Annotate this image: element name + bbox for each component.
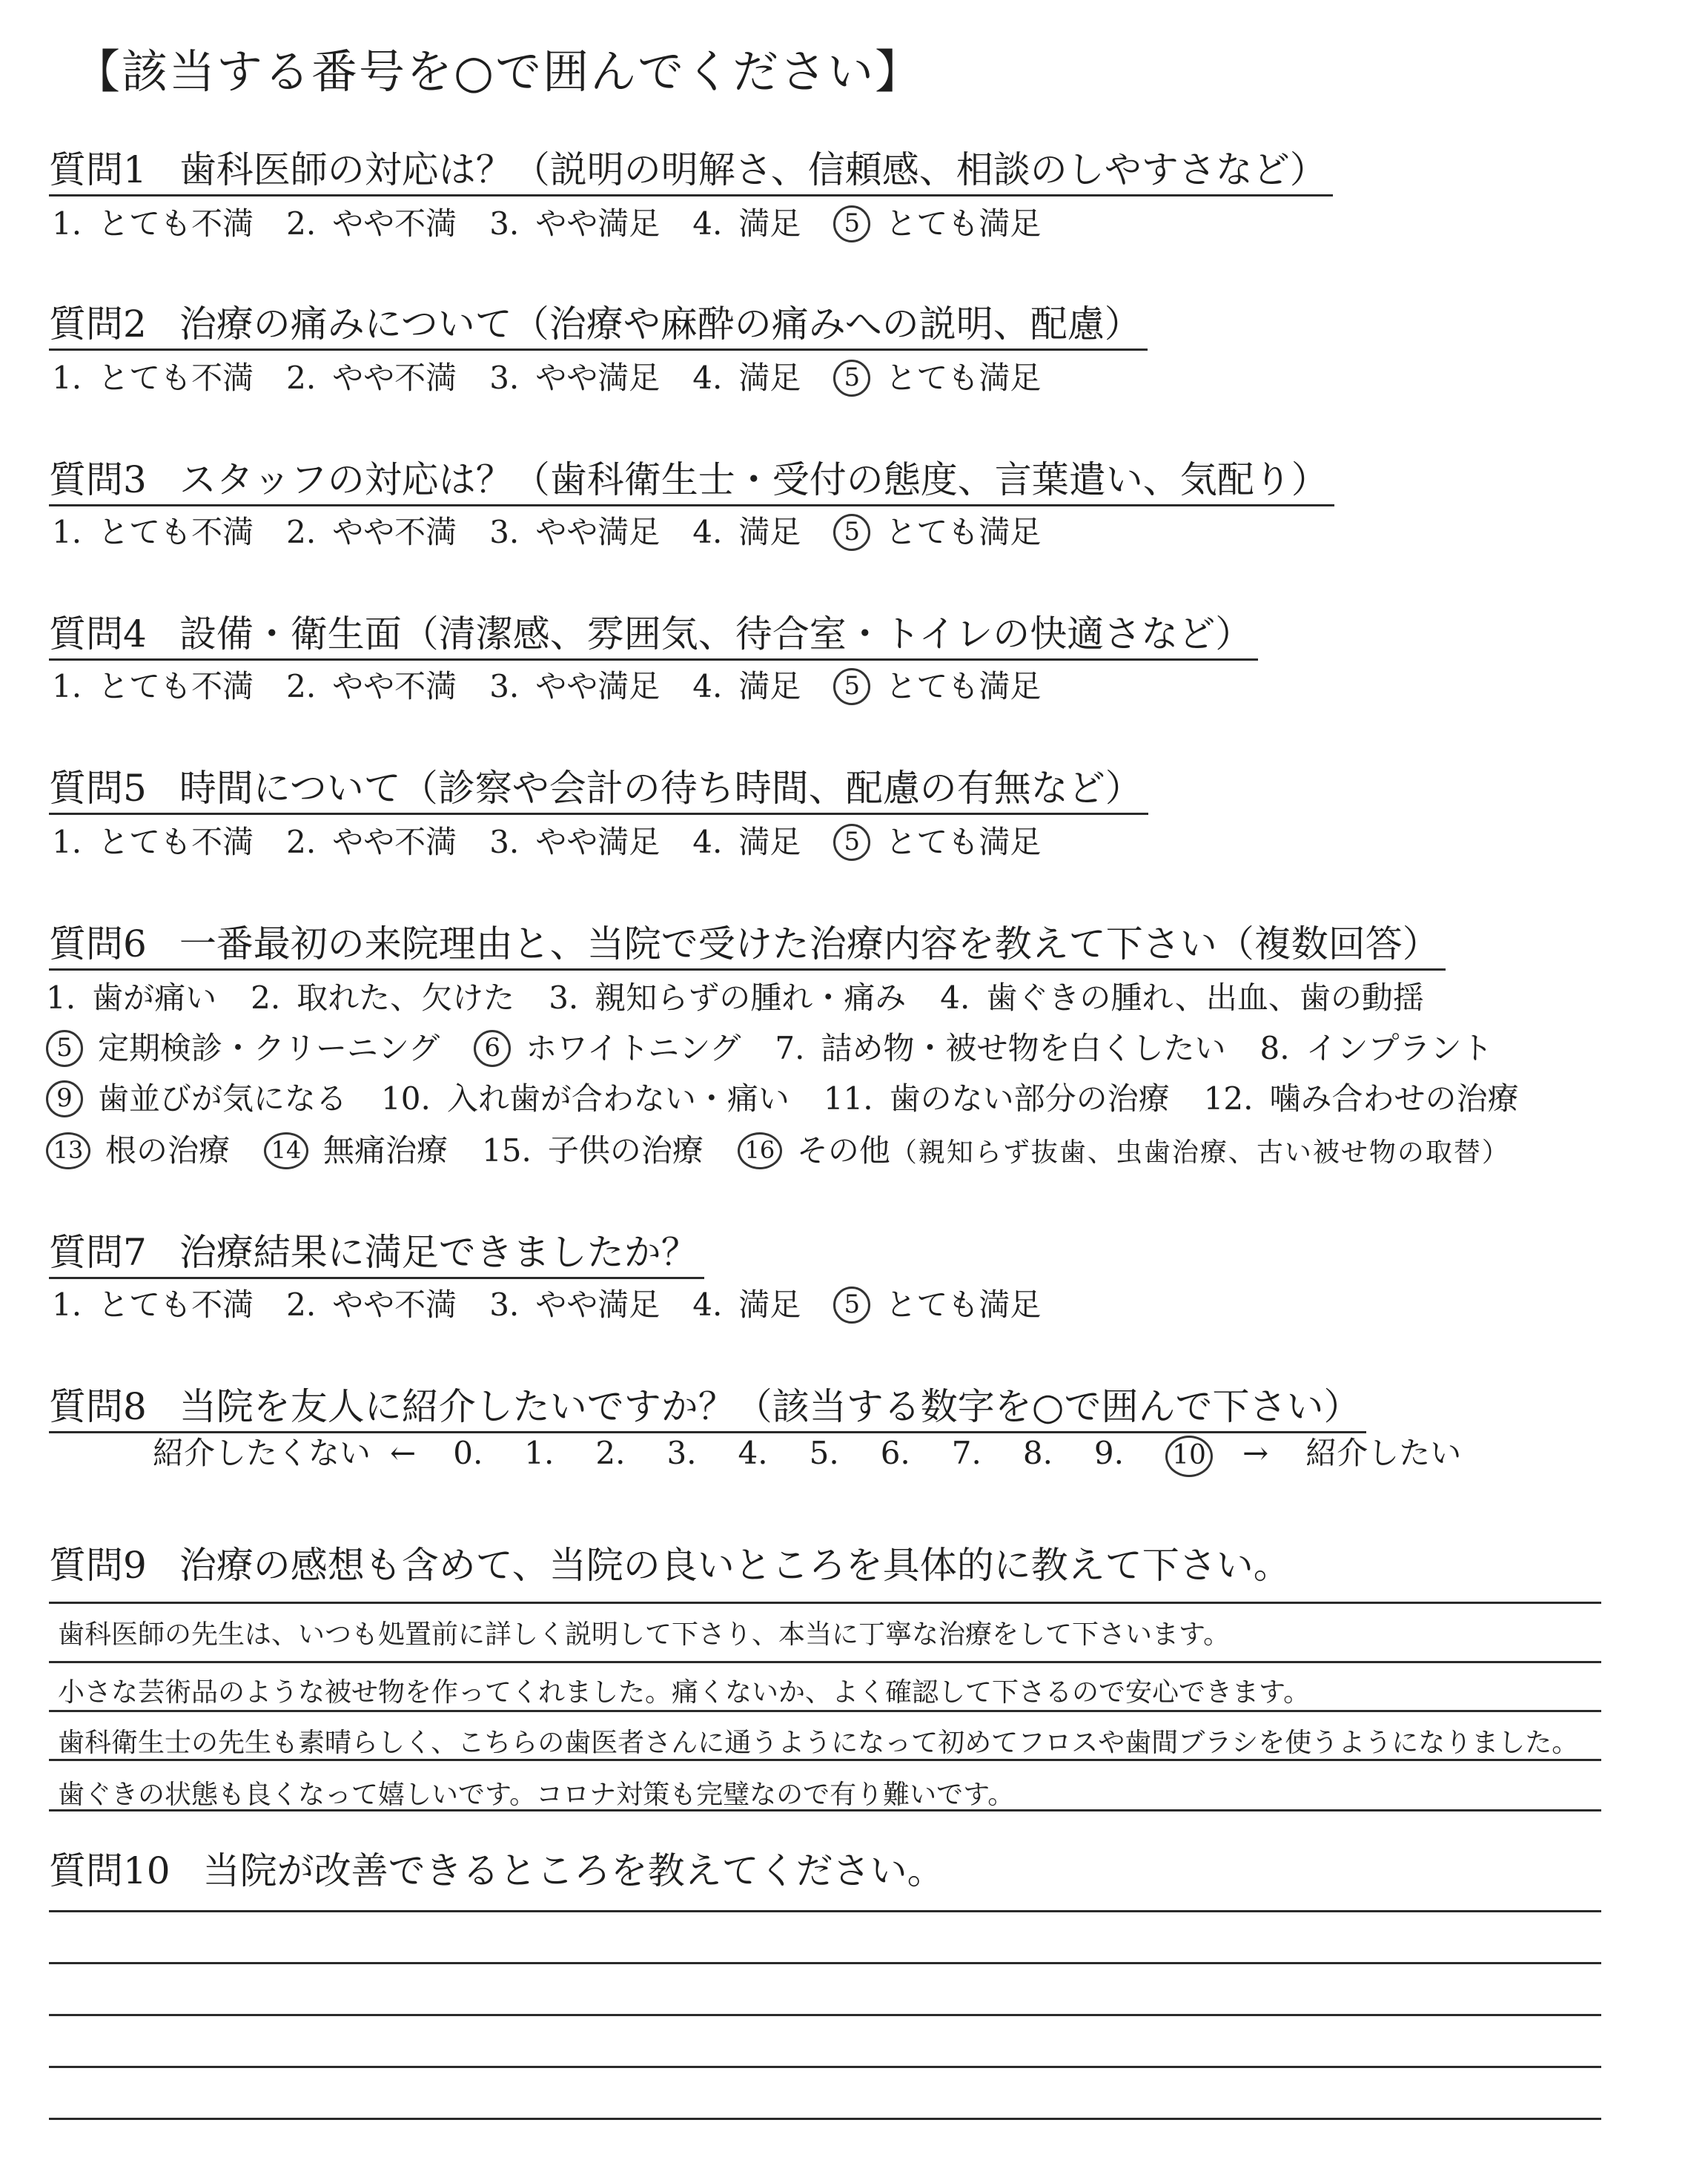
scale-option-2[interactable]: 2. やや不満 <box>286 360 457 396</box>
q6-option-4[interactable]: 4. 歯ぐきの腫れ、出血、歯の動揺 <box>940 980 1424 1016</box>
question-text: 設備・衛生面（清潔感、雰囲気、待合室・トイレの快適さなど） <box>179 612 1253 655</box>
scale-option-5-circled[interactable]: 5 とても満足 <box>833 820 1041 865</box>
question-number: 質問3 <box>49 458 147 501</box>
answer-line[interactable] <box>49 2118 1601 2120</box>
question-6-row-2 <box>46 1026 1527 1071</box>
question-text: スタッフの対応は？（歯科衛生士・受付の態度、言葉遣い、気配り） <box>179 458 1328 501</box>
scale-digit-10-circled[interactable]: 10 <box>1165 1436 1213 1477</box>
scale-option-2[interactable]: 2. やや不満 <box>286 668 457 704</box>
q6-option-1[interactable]: 1. 歯が痛い <box>46 980 217 1016</box>
scale-option-3[interactable]: 3. やや満足 <box>489 668 661 704</box>
scale-option-2[interactable]: 2. やや不満 <box>286 1287 457 1323</box>
answer-line <box>49 1602 1601 1604</box>
question-number: 質問9 <box>49 1544 147 1587</box>
q9-answer-line-2[interactable]: 小さな芸術品のような被せ物を作ってくれました。痛くないか、よく確認して下さるので安心できます。 <box>58 1677 1311 1708</box>
scale-option-1[interactable]: 1. とても不満 <box>52 1287 254 1323</box>
left-arrow-icon: ← <box>390 1435 417 1471</box>
q6-other-handwritten-note[interactable]: （親知らず抜歯、虫歯治療、古い被せ物の取替） <box>890 1137 1510 1168</box>
form-instruction-header: 【該当する番号を○で囲んでください】 <box>74 44 923 99</box>
scale-option-1[interactable]: 1. とても不満 <box>52 360 254 396</box>
scale-digit-3[interactable]: 3. <box>666 1435 697 1471</box>
question-text: 時間について（診察や会計の待ち時間、配慮の有無など） <box>179 767 1142 810</box>
scale-option-3[interactable]: 3. やや満足 <box>489 1287 661 1323</box>
question-2-title <box>49 300 1148 351</box>
scale-digit-1[interactable]: 1. <box>524 1435 555 1471</box>
question-4-scale <box>52 664 1073 709</box>
scale-digit-8[interactable]: 8. <box>1022 1435 1053 1471</box>
scale-option-1[interactable]: 1. とても不満 <box>52 668 254 704</box>
scale-option-2[interactable]: 2. やや不満 <box>286 824 457 860</box>
scale-digit-5[interactable]: 5. <box>809 1435 839 1471</box>
question-7-title <box>49 1228 704 1279</box>
scale-option-2[interactable]: 2. やや不満 <box>286 205 457 242</box>
scale-option-4[interactable]: 4. 満足 <box>692 1287 801 1323</box>
scale-digit-6[interactable]: 6. <box>880 1435 910 1471</box>
question-3-title <box>49 455 1334 506</box>
question-6-row-1 <box>46 976 1458 1020</box>
question-text: 一番最初の来院理由と、当院で受けた治療内容を教えて下さい（複数回答） <box>179 922 1440 965</box>
question-1-title <box>49 145 1333 196</box>
question-text: 治療の感想も含めて、当院の良いところを具体的に教えて下さい。 <box>179 1544 1291 1587</box>
question-10-title <box>49 1846 950 1895</box>
question-5-scale <box>52 820 1073 865</box>
scale-option-3[interactable]: 3. やや満足 <box>489 824 661 860</box>
scale-option-5-circled[interactable]: 5 とても満足 <box>833 510 1041 555</box>
scale-option-1[interactable]: 1. とても不満 <box>52 205 254 242</box>
q6-option-8[interactable]: 8. インプラント <box>1260 1030 1493 1066</box>
question-number: 質問2 <box>49 303 147 346</box>
q6-option-10[interactable]: 10. 入れ歯が合わない・痛い <box>381 1080 790 1117</box>
question-6-title <box>49 919 1446 971</box>
question-3-scale <box>52 510 1073 555</box>
answer-line <box>49 1661 1601 1663</box>
question-text: 歯科医師の対応は？（説明の明解さ、信頼感、相談のしやすさなど） <box>179 148 1327 191</box>
not-recommend-label: 紹介したくない <box>153 1435 371 1471</box>
question-2-scale <box>52 356 1073 400</box>
scale-digit-7[interactable]: 7. <box>951 1435 982 1471</box>
q6-option-14-circled[interactable]: 14 無痛治療 <box>264 1129 448 1173</box>
right-arrow-icon: → <box>1242 1435 1269 1471</box>
scale-digit-0[interactable]: 0. <box>453 1435 483 1471</box>
q9-answer-line-1[interactable]: 歯科医師の先生は、いつも処置前に詳しく説明して下さり、本当に丁寧な治療をして下さいます。 <box>58 1619 1231 1650</box>
scale-option-4[interactable]: 4. 満足 <box>692 360 801 396</box>
question-number: 質問10 <box>49 1849 171 1892</box>
q6-option-3[interactable]: 3. 親知らずの腫れ・痛み <box>549 980 907 1016</box>
scale-digit-4[interactable]: 4. <box>738 1435 768 1471</box>
q6-option-11[interactable]: 11. 歯のない部分の治療 <box>823 1080 1170 1117</box>
answer-line <box>49 1710 1601 1712</box>
scale-option-5-circled[interactable]: 5 とても満足 <box>833 664 1041 709</box>
question-text: 治療の痛みについて（治療や麻酔の痛みへの説明、配慮） <box>179 303 1142 346</box>
scale-option-5-circled[interactable]: 5 とても満足 <box>833 356 1041 400</box>
q6-option-13-circled[interactable]: 13 根の治療 <box>46 1129 230 1173</box>
question-5-title <box>49 764 1148 815</box>
question-text: 当院を友人に紹介したいですか？（該当する数字を○で囲んで下さい） <box>179 1385 1361 1428</box>
question-number: 質問6 <box>49 922 147 965</box>
q9-answer-line-3[interactable]: 歯科衛生士の先生も素晴らしく、こちらの歯医者さんに通うようになって初めてフロスや歯間ブラシを使うようになりました。 <box>58 1728 1579 1758</box>
question-8-title <box>49 1382 1366 1433</box>
question-text: 当院が改善できるところを教えてください。 <box>202 1849 944 1892</box>
q6-option-5-circled[interactable]: 5 定期検診・クリーニング <box>46 1026 440 1071</box>
question-6-row-4 <box>46 1129 1544 1175</box>
scale-option-5-circled[interactable]: 5 とても満足 <box>833 1283 1041 1327</box>
question-4-title <box>49 610 1258 661</box>
question-number: 質問4 <box>49 612 147 655</box>
question-number: 質問5 <box>49 767 147 810</box>
question-9-title <box>49 1541 1297 1590</box>
scale-option-2[interactable]: 2. やや不満 <box>286 514 457 550</box>
question-number: 質問1 <box>49 148 147 191</box>
q6-option-12[interactable]: 12. 噛み合わせの治療 <box>1203 1080 1519 1117</box>
answer-line[interactable] <box>49 1962 1601 1964</box>
scale-option-1[interactable]: 1. とても不満 <box>52 824 254 860</box>
scale-option-3[interactable]: 3. やや満足 <box>489 514 661 550</box>
scale-digit-9[interactable]: 9. <box>1093 1435 1124 1471</box>
recommend-label: 紹介したい <box>1305 1435 1462 1471</box>
answer-line <box>49 1809 1601 1811</box>
q6-option-7[interactable]: 7. 詰め物・被せ物を白くしたい <box>775 1030 1226 1066</box>
scale-option-4[interactable]: 4. 満足 <box>692 668 801 704</box>
scale-option-4[interactable]: 4. 満足 <box>692 205 801 242</box>
scale-option-1[interactable]: 1. とても不満 <box>52 514 254 550</box>
scale-option-3[interactable]: 3. やや満足 <box>489 360 661 396</box>
answer-line[interactable] <box>49 1910 1601 1912</box>
question-1-scale <box>52 202 1073 246</box>
scale-digit-2[interactable]: 2. <box>595 1435 626 1471</box>
answer-line <box>49 1759 1601 1761</box>
scale-option-5-circled[interactable]: 5 とても満足 <box>833 202 1041 246</box>
q9-answer-line-4[interactable]: 歯ぐきの状態も良くなって嬉しいです。コロナ対策も完璧なので有り難いです。 <box>58 1780 1015 1810</box>
answer-line[interactable] <box>49 2066 1601 2068</box>
q6-option-6-circled[interactable]: 6 ホワイトニング <box>474 1026 741 1071</box>
q6-option-2[interactable]: 2. 取れた、欠けた <box>251 980 515 1016</box>
scale-option-3[interactable]: 3. やや満足 <box>489 205 661 242</box>
question-number: 質問8 <box>49 1385 147 1428</box>
scale-option-4[interactable]: 4. 満足 <box>692 514 801 550</box>
question-number: 質問7 <box>49 1231 147 1274</box>
q6-option-16-circled[interactable]: 16 その他（親知らず抜歯、虫歯治療、古い被せ物の取替） <box>738 1129 1510 1175</box>
question-6-row-3 <box>46 1077 1552 1121</box>
recommend-scale <box>153 1431 1480 1476</box>
scale-option-4[interactable]: 4. 満足 <box>692 824 801 860</box>
question-7-scale <box>52 1283 1073 1327</box>
question-text: 治療結果に満足できましたか？ <box>179 1231 698 1274</box>
q6-option-15[interactable]: 15. 子供の治療 <box>482 1132 704 1169</box>
answer-line[interactable] <box>49 2014 1601 2016</box>
q6-option-9-circled[interactable]: 9 歯並びが気になる <box>46 1077 347 1121</box>
